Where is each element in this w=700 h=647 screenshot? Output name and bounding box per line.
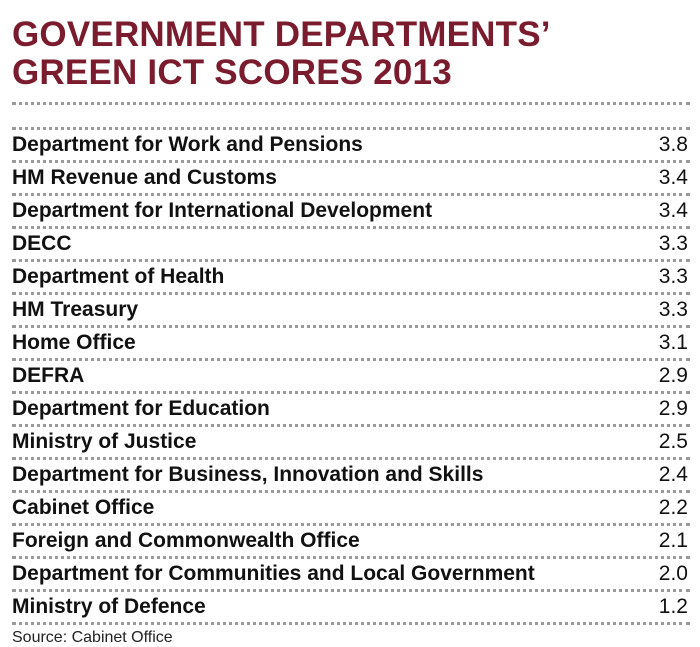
department-name: Department for International Development [12,199,433,222]
department-name: DEFRA [12,364,85,387]
department-name: Department for Education [12,397,270,420]
department-name: Ministry of Justice [12,430,197,453]
table-row [12,460,690,490]
table-row [12,229,690,259]
department-score: 2.5 [658,430,688,453]
department-name: DECC [12,232,72,255]
row-divider [12,622,690,625]
table-row [12,559,690,589]
department-name: HM Treasury [12,298,139,321]
department-score: 3.4 [658,166,688,189]
department-score: 3.3 [658,298,688,321]
department-score: 3.4 [658,199,688,222]
source-note: Source: Cabinet Office [12,629,173,646]
table-row [12,328,690,358]
department-name: Department for Work and Pensions [12,133,363,156]
table-row [12,427,690,457]
header-spacer [12,105,690,127]
scores-table-panel [12,0,690,647]
title-line-1: GOVERNMENT DEPARTMENTS’ [12,15,551,54]
department-name: Foreign and Commonwealth Office [12,529,360,552]
department-name: Ministry of Defence [12,595,206,618]
department-score: 2.2 [658,496,688,519]
department-name: Department of Health [12,265,225,288]
table-row [12,493,690,523]
scores-table [12,130,690,625]
table-row [12,295,690,325]
department-score: 3.3 [658,265,688,288]
department-name: Department for Business, Innovation and Skills [12,463,484,486]
table-row [12,394,690,424]
department-score: 1.2 [658,595,688,618]
department-score: 2.4 [658,463,688,486]
department-score: 2.9 [658,364,688,387]
table-row [12,526,690,556]
department-score: 2.9 [658,397,688,420]
table-row [12,262,690,292]
table-row [12,196,690,226]
table-row [12,361,690,391]
department-name: HM Revenue and Customs [12,166,277,189]
table-row [12,130,690,160]
department-name: Cabinet Office [12,496,155,519]
chart-title [12,16,690,92]
department-score: 3.1 [658,331,688,354]
department-score: 3.8 [658,133,688,156]
department-score: 2.1 [658,529,688,552]
department-score: 3.3 [658,232,688,255]
department-score: 2.0 [658,562,688,585]
department-name: Home Office [12,331,136,354]
title-line-2: GREEN ICT SCORES 2013 [12,53,452,92]
department-name: Department for Communities and Local Government [12,562,535,585]
table-row [12,592,690,622]
table-row [12,163,690,193]
